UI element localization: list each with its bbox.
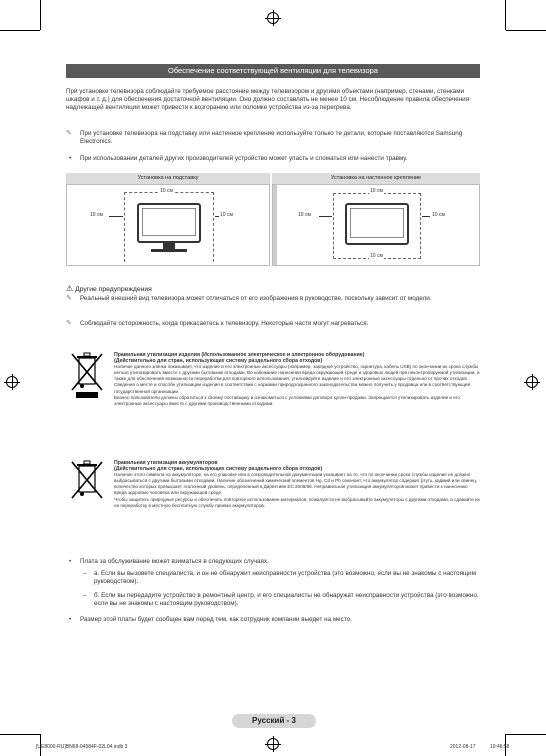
clearance-left-label: 10 см (90, 212, 103, 218)
wall-line (273, 185, 277, 265)
clearance-top-label: 10 см (160, 188, 173, 194)
crop-mark (506, 30, 546, 31)
note-text: Соблюдайте осторожность, когда прикасаетесь к телевизору. Некоторые части могут нагреваться. (80, 320, 369, 327)
crop-mark (505, 0, 506, 30)
note-item (66, 295, 480, 303)
section-title: Обеспечение соответствующей вентиляции для телевизора (66, 64, 480, 78)
sub-item (80, 592, 480, 608)
note-item (66, 130, 480, 146)
recycle-battery-text (114, 460, 480, 509)
recycle-battery-body: Наличие этого символа на аккумуляторе, на его упаковке или в сопроводительной документации указывает на то, что по окончании срока службы изделие не должно выбрасываться с другими бытовыми отходами. Наличие обозначений химический элементов Hg, Cd и Pb означает, что аккумулятор содержит ртуть, кадмий или свинец, количество которых превышает эталонный уровень, определенный в Директиве ЕС 2006/66. Неправильная утилизация аккумуляторов может привести к нанесению вреда здоровью человека или окружающей среде. (114, 472, 478, 496)
clearance-top-label: 10 см (370, 188, 383, 194)
note-text: Реальный внешний вид телевизора может отличаться от его изображения в руководстве, поскольку зависит от модели. (80, 295, 432, 302)
recycle-product-text (114, 352, 480, 407)
bullet-icon: • (69, 616, 72, 623)
note-pencil-icon: ✎ (66, 130, 72, 137)
clearance-bottom-label: 10 см (370, 253, 383, 259)
service-lead: Плата за обслуживание может взиматься в следующих случаях. (80, 558, 269, 565)
registration-mark-icon (267, 738, 279, 750)
bullet-item (66, 558, 480, 566)
recycle-product-title: Правильная утилизация изделия (Использованное электрическое и электронное оборудование) (114, 352, 365, 358)
bullet-icon: • (69, 558, 72, 565)
recycle-battery-title: Правильная утилизация аккумуляторов (114, 460, 218, 466)
note-item (66, 320, 480, 328)
crossed-bin-icon (70, 352, 104, 400)
recycle-battery-subtitle: (Действительно для стран, использующих систему раздельного сбора отходов) (114, 466, 323, 473)
bullet-text: При использовании деталей других производителей устройство может упасть и сломаться или нанести травму. (80, 155, 408, 162)
sub-item (80, 570, 480, 586)
arrow-left (319, 216, 332, 217)
warnings-title: Другие предупреждения (75, 286, 152, 293)
clearance-left-label: 10 см (298, 212, 311, 218)
bullet-icon: • (69, 155, 72, 162)
arrow-right (422, 216, 430, 217)
arrow-right (215, 216, 219, 217)
clearance-right-label: 10 см (220, 212, 233, 218)
crop-mark (0, 30, 40, 31)
registration-mark-icon (526, 376, 538, 388)
diagram-wall-title: Установка на настенное крепление (272, 173, 480, 184)
warning-triangle-icon: ⚠ (66, 284, 74, 293)
dash-marker: – (83, 592, 87, 599)
crop-mark (506, 734, 546, 735)
service-tail: Размер этой платы будет сообщен вам перед тем, как сотрудник компании выедет на место. (80, 616, 352, 623)
footer-date: 2012-08-17 (450, 744, 476, 750)
tv-illustration (345, 203, 409, 245)
arrow-left (109, 216, 123, 217)
registration-mark-icon (6, 376, 18, 388)
crossed-bin-icon (70, 460, 104, 502)
note-pencil-icon: ✎ (66, 320, 72, 327)
registration-mark-icon (267, 12, 279, 24)
crop-mark (0, 734, 40, 735)
diagram-stand (66, 184, 270, 266)
recycle-product-body: Бизнес-пользователи должны обратиться к своему поставщику и ознакомиться с условиями договора купли-продажи. Запрещается утилизировать изделие и его электронные аксессуары вместе с другими производственными отходами. (114, 394, 460, 406)
diagram-stand-title: Установка на подставку (66, 173, 270, 184)
footer-time: 10:46:58 (490, 744, 510, 750)
bullet-item (66, 155, 480, 163)
recycle-battery-body: Чтобы защитить природные ресурсы и обеспечить повторное использование материалов, пожалуйста не выбрасывайте аккумуляторы с другими отходами, а сдавайте их на переработку в местную бесплатную службу приема аккумуляторов. (114, 496, 480, 508)
crop-mark (40, 0, 41, 30)
diagram-wall (272, 184, 480, 266)
page-number: Русский - 3 (232, 714, 316, 728)
clearance-right-label: 10 см (432, 212, 445, 218)
tv-illustration (137, 203, 201, 243)
recycle-product-body: Сведения о месте и способе утилизации изделия в соответствии с нормами природоохранного законодательства можно получить у продавца или в соответствующей государственной организации. (114, 382, 471, 394)
note-pencil-icon: ✎ (66, 295, 72, 302)
footer-file: [UE8000-RU]BN68-04584F-02L04.indb 3 (36, 744, 128, 750)
note-text: При установке телевизора на подставку или настенное крепление используйте только те детали, которые поставляются Samsung Electronics. (80, 130, 463, 146)
warnings-heading (66, 284, 152, 293)
recycle-product-subtitle: (Действительно для стран, использующих систему раздельного сбора отходов) (114, 358, 323, 365)
tv-stand-base (151, 249, 187, 252)
service-item-text: б. Если вы передадите устройство в ремонтный центр, и его специалисты не обнаружат неисправности устройства (это возможно, если вы не знакомы с настоящим руководством). (94, 592, 479, 608)
bullet-item (66, 616, 480, 624)
service-item-text: a. Если вы вызовете специалиста, и он не обнаружит неисправности устройства (это возможно, если вы не знакомы с настоящим руководством). (94, 570, 477, 586)
dash-marker: – (83, 570, 87, 577)
recycle-product-body: Наличие данного значка показывает, что изделие и его электронные аксессуары (например, зарядное устройство, гарнитура, кабель USB) по окончании их срока службы нельзя утилизировать вместе с другими бытовыми отходами. Во избежание нанесения вреда окружающей среде и здоровью людей при неконтролируемой утилизации, а также для обеспечения возможности переработки для повторного использования, утилизируйте изделие и его электронные аксессуары отдельно от прочих отходов. (114, 364, 480, 382)
intro-paragraph: При установке телевизора соблюдайте требуемое расстояние между телевизором и другими объектами (например, стенами, стенками шкафов и т. д.) для обеспечения достаточной вентиляции. Оно должно составлять не менее 10 см. Несоблюдение правила обеспечения надлежащей вентиляции может привести к возгоранию или поломке устройства из-за перегрева. (66, 88, 470, 112)
